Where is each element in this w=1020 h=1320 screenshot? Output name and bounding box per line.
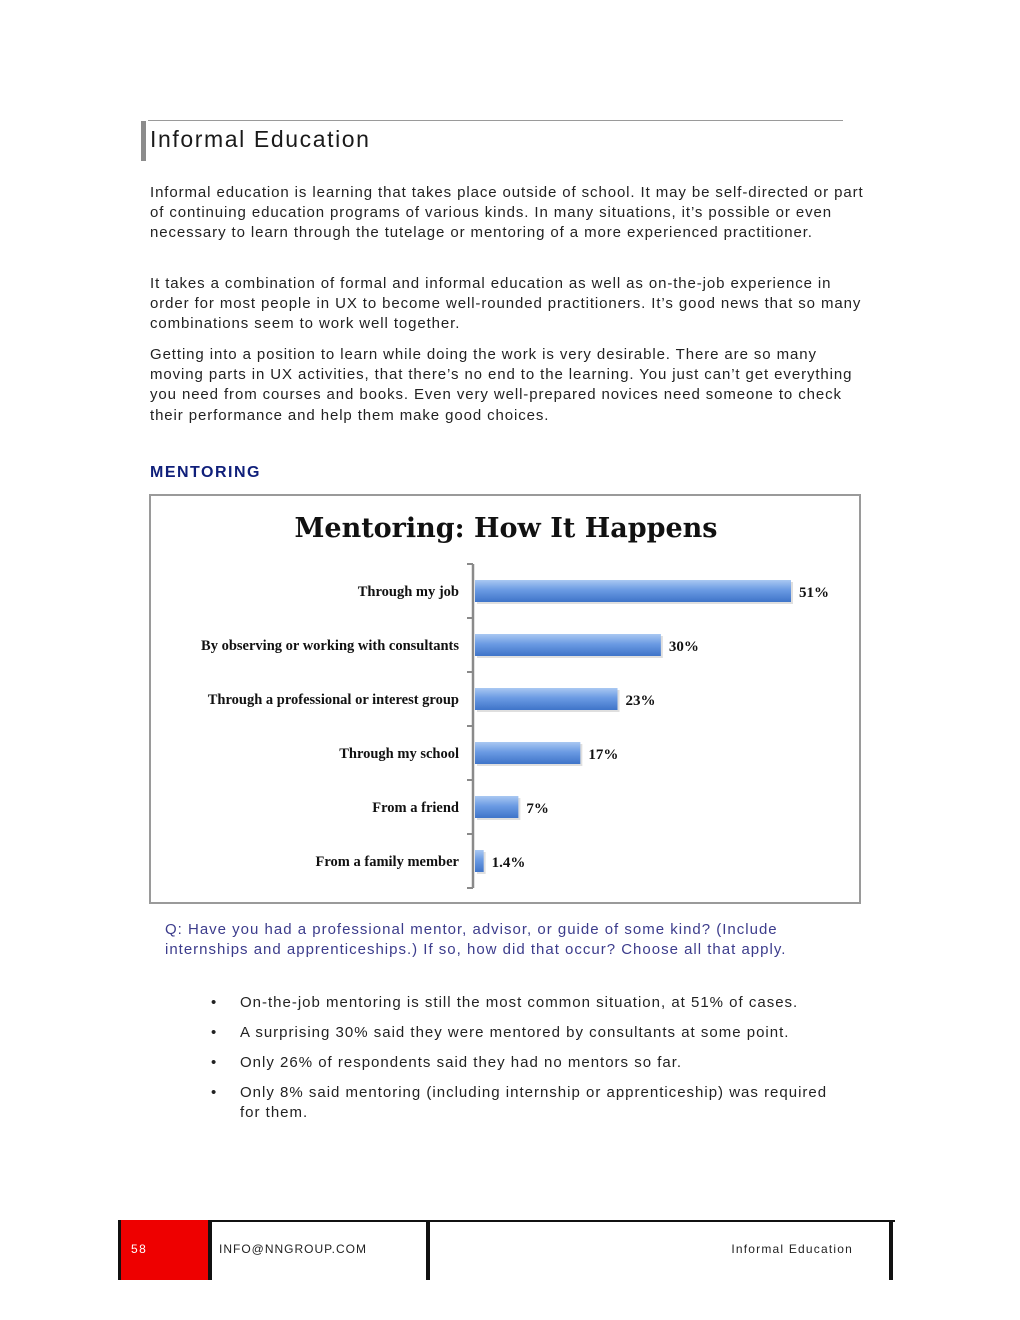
bar-5 bbox=[475, 796, 518, 818]
footer-divider bbox=[426, 1220, 430, 1280]
footer-section-name: Informal Education bbox=[731, 1242, 853, 1256]
bullet-item: • A surprising 30% said they were mentored by consultants at some point. bbox=[240, 1023, 830, 1043]
page-number-box bbox=[118, 1220, 209, 1280]
bar-4 bbox=[475, 742, 580, 764]
subheading-mentoring: MENTORING bbox=[150, 464, 261, 481]
value-label: 1.4% bbox=[491, 855, 526, 871]
footer-rule bbox=[118, 1220, 895, 1222]
category-label: Through a professional or interest group bbox=[207, 692, 459, 708]
bar-6 bbox=[475, 850, 484, 872]
bar-chart bbox=[151, 496, 859, 902]
survey-question: Q: Have you had a professional mentor, advisor, or guide of some kind? (Include internships and apprenticeships.) If so, how did that occur? Choose all that apply. bbox=[165, 921, 787, 959]
page-title: Informal Education bbox=[141, 121, 371, 161]
value-label: 17% bbox=[588, 747, 619, 763]
footer-divider bbox=[208, 1220, 212, 1280]
paragraph-3: Getting into a position to learn while doing the work is very desirable. There are so many moving parts in UX activities, that there’s no end to the learning. You just can’t get everything you need from courses and books. Even very well-prepared novices need someone to check their performance and help them make good choices. bbox=[150, 346, 853, 424]
value-label: 51% bbox=[799, 585, 829, 601]
bullet-dot-icon: • bbox=[211, 994, 218, 1011]
value-label: 30% bbox=[668, 639, 699, 655]
chart-title: Mentoring: How It Happens bbox=[294, 513, 718, 544]
category-label: Through my job bbox=[357, 584, 459, 600]
bullet-dot-icon: • bbox=[211, 1024, 218, 1041]
bullet-list bbox=[0, 993, 1020, 1133]
category-label: By observing or working with consultants bbox=[201, 638, 459, 654]
bullet-dot-icon: • bbox=[211, 1084, 218, 1101]
value-label: 7% bbox=[526, 801, 549, 817]
footer-divider bbox=[889, 1220, 893, 1280]
footer-email-link[interactable]: INFO@NNGROUP.COM bbox=[219, 1242, 367, 1256]
category-label: From a friend bbox=[372, 800, 459, 816]
bullet-dot-icon: • bbox=[211, 1054, 218, 1071]
value-label: 23% bbox=[625, 693, 656, 709]
bullet-item: • On-the-job mentoring is still the most common situation, at 51% of cases. bbox=[240, 993, 830, 1013]
category-label: Through my school bbox=[339, 746, 459, 762]
bar-3 bbox=[475, 688, 618, 710]
chart-frame bbox=[149, 494, 861, 904]
bar-1 bbox=[475, 580, 791, 602]
page-number: 58 bbox=[131, 1242, 148, 1256]
bullet-item: • Only 26% of respondents said they had no mentors so far. bbox=[240, 1053, 830, 1073]
bullet-item: • Only 8% said mentoring (including internship or apprenticeship) was required for them. bbox=[211, 1084, 828, 1122]
bar-2 bbox=[475, 634, 661, 656]
category-label: From a family member bbox=[315, 854, 459, 870]
paragraph-2: It takes a combination of formal and informal education as well as on-the-job experience in order for most people in UX to become well-rounded practitioners. It’s good news that so many combinations seem to work well together. bbox=[150, 275, 862, 333]
paragraph-1: Informal education is learning that takes place outside of school. It may be self-directed or part of continuing education programs of various kinds. In many situations, it’s possible or even necessary to learn through the tutelage or mentoring of a more experienced practitioner. bbox=[150, 184, 864, 242]
page-footer bbox=[118, 1220, 895, 1280]
